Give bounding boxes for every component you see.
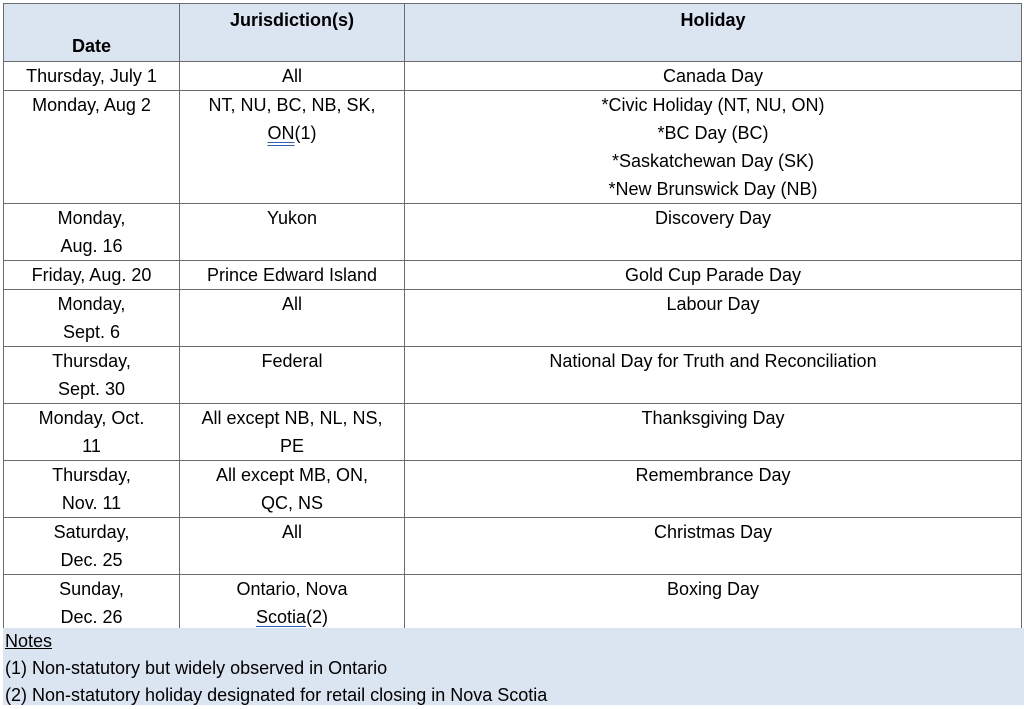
holidays-table — [3, 3, 1022, 632]
holiday-cell-line: Thanksgiving Day — [641, 408, 785, 428]
jurisdiction-cell-line: All except NB, NL, NS, — [201, 408, 383, 428]
date-cell-line: Thursday, — [52, 465, 131, 485]
holiday-cell — [405, 347, 1022, 404]
header-row — [4, 4, 1022, 62]
holiday-cell — [405, 404, 1022, 461]
jurisdiction-cell — [180, 461, 405, 518]
table-row — [4, 575, 1022, 632]
table-row — [4, 290, 1022, 347]
jurisdiction-cell — [180, 62, 405, 91]
holiday-cell-line: *Civic Holiday (NT, NU, ON) — [601, 95, 825, 115]
jurisdiction-cell — [180, 347, 405, 404]
jurisdiction-cell — [180, 261, 405, 290]
holiday-cell — [405, 261, 1022, 290]
date-cell-line: Thursday, July 1 — [26, 66, 157, 86]
table-row — [4, 204, 1022, 261]
date-cell-line: Sept. 6 — [62, 322, 121, 342]
jurisdiction-cell-line: PE — [279, 436, 304, 456]
holiday-cell — [405, 461, 1022, 518]
table-row — [4, 62, 1022, 91]
table-row — [4, 347, 1022, 404]
date-cell-line: Friday, Aug. 20 — [31, 265, 152, 285]
jurisdiction-cell-line: All — [281, 66, 302, 86]
table-row — [4, 91, 1022, 204]
jurisdiction-cell-line — [184, 119, 400, 147]
holiday-cell-line: Christmas Day — [653, 522, 773, 542]
date-cell-line: Monday, Aug 2 — [32, 95, 151, 115]
jurisdiction-cell — [180, 91, 405, 204]
holiday-cell — [405, 62, 1022, 91]
date-cell-line: Sept. 30 — [57, 379, 126, 399]
table-row — [4, 461, 1022, 518]
jurisdiction-cell-line: Prince Edward Island — [206, 265, 378, 285]
holiday-cell — [405, 91, 1022, 204]
date-column-header: Date — [4, 4, 180, 62]
date-cell — [4, 347, 180, 404]
date-cell — [4, 404, 180, 461]
holiday-cell-line: Gold Cup Parade Day — [624, 265, 802, 285]
holiday-column-header: Holiday — [405, 4, 1022, 62]
date-cell-line: Thursday, — [52, 351, 131, 371]
footnote-ref: (1) — [294, 123, 317, 143]
footnote-ref: (2) — [306, 607, 329, 627]
jurisdiction-cell — [180, 290, 405, 347]
jurisdiction-cell-line: QC, NS — [260, 493, 323, 513]
holiday-cell — [405, 575, 1022, 632]
jurisdiction-cell-line — [184, 603, 400, 631]
jurisdiction-cell — [180, 575, 405, 632]
jurisdiction-cell — [180, 404, 405, 461]
table-row — [4, 261, 1022, 290]
date-cell — [4, 91, 180, 204]
holiday-cell-line: Labour Day — [666, 294, 760, 314]
jurisdiction-link[interactable]: ON — [267, 123, 295, 143]
date-cell — [4, 575, 180, 632]
holiday-cell-line: Canada Day — [662, 66, 764, 86]
date-cell — [4, 62, 180, 91]
date-cell-line: Nov. 11 — [61, 493, 122, 513]
jurisdiction-link[interactable]: Scotia — [255, 607, 307, 627]
notes-title: Notes — [5, 631, 53, 651]
holiday-cell-line: *New Brunswick Day (NB) — [608, 179, 818, 199]
date-cell — [4, 518, 180, 575]
holiday-cell-line: Remembrance Day — [635, 465, 791, 485]
date-cell-line: 11 — [82, 436, 101, 456]
holiday-cell — [405, 204, 1022, 261]
holiday-cell-line: National Day for Truth and Reconciliation — [549, 351, 877, 371]
holiday-cell — [405, 518, 1022, 575]
jurisdiction-cell-line: All — [281, 294, 302, 314]
date-cell-line: Dec. 25 — [60, 550, 123, 570]
jurisdiction-cell-line: NT, NU, BC, NB, SK, — [208, 95, 376, 115]
jurisdiction-cell-line: Yukon — [266, 208, 318, 228]
jurisdiction-cell — [180, 518, 405, 575]
date-cell-line: Monday, — [57, 208, 126, 228]
date-cell — [4, 204, 180, 261]
date-cell-line: Sunday, — [59, 579, 124, 599]
date-cell-line: Saturday, — [53, 522, 130, 542]
jurisdiction-cell — [180, 204, 405, 261]
jurisdiction-cell-line: Federal — [261, 351, 323, 371]
jurisdiction-cell-line: Ontario, Nova — [236, 579, 348, 599]
date-cell-line: Aug. 16 — [60, 236, 123, 256]
jurisdiction-cell-line: All except MB, ON, — [215, 465, 369, 485]
table-row — [4, 404, 1022, 461]
holiday-cell-line: Discovery Day — [654, 208, 772, 228]
holiday-cell-line: Boxing Day — [666, 579, 760, 599]
note-item: (2) Non-statutory holiday designated for retail closing in Nova Scotia — [5, 685, 548, 705]
date-cell-line: Monday, Oct. — [38, 408, 145, 428]
date-cell-line: Monday, — [57, 294, 126, 314]
holiday-cell — [405, 290, 1022, 347]
date-cell — [4, 290, 180, 347]
date-cell-line: Dec. 26 — [60, 607, 123, 627]
holiday-cell-line: *Saskatchewan Day (SK) — [611, 151, 815, 171]
holiday-cell-line: *BC Day (BC) — [657, 123, 769, 143]
date-cell — [4, 261, 180, 290]
jurisdiction-column-header: Jurisdiction(s) — [180, 4, 405, 62]
notes-section — [3, 628, 1024, 705]
date-cell — [4, 461, 180, 518]
note-item: (1) Non-statutory but widely observed in Ontario — [5, 658, 388, 678]
jurisdiction-cell-line: All — [281, 522, 302, 542]
table-row — [4, 518, 1022, 575]
